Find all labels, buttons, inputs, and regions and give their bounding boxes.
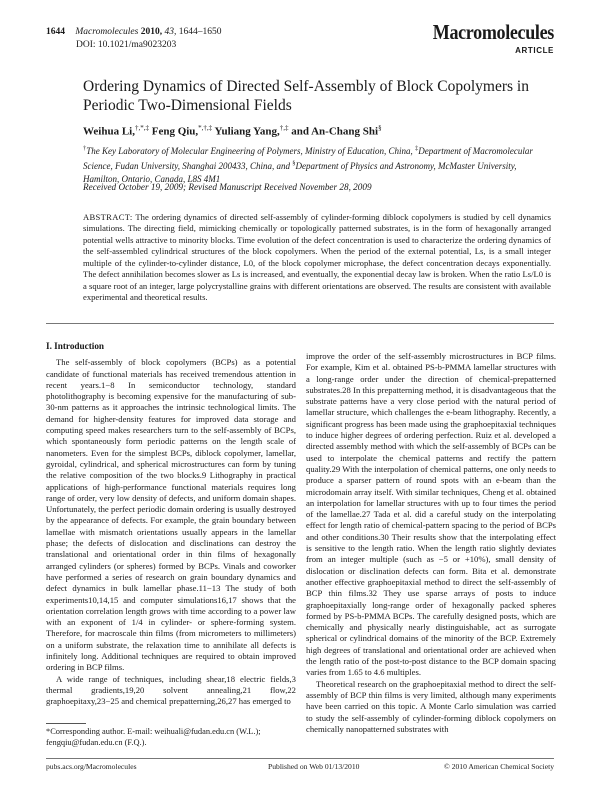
affiliations	[83, 143, 553, 185]
journal-logo: Macromolecules	[432, 20, 554, 44]
left-column	[46, 341, 296, 708]
author-marks: §	[378, 124, 382, 132]
section-heading: I. Introduction	[46, 341, 105, 351]
doi[interactable]: DOI: 10.1021/ma9023203	[76, 40, 177, 50]
abstract-label: ABSTRACT:	[83, 212, 133, 222]
publication-date: Published on Web 01/13/2010	[268, 762, 360, 771]
journal-url[interactable]: pubs.acs.org/Macromolecules	[46, 762, 137, 771]
author-marks: †,‡	[279, 124, 289, 132]
affiliation-text: Department of Macromolecular Science, Fudan University, Shanghai 200433, China, and	[83, 146, 533, 171]
article-title: Ordering Dynamics of Directed Self-Assembly of Block Copolymers in Periodic Two-Dimensional Fields	[83, 78, 529, 114]
author-name: Feng Qiu,	[151, 125, 199, 138]
abstract-divider	[46, 323, 554, 324]
affiliation-mark: †	[83, 145, 87, 152]
author-marks: †,*,‡	[134, 124, 149, 132]
paragraph: A wide range of techniques, including shear,18 electric fields,3 thermal gradients,19,20 solvent annealing,21 flow,22 graphoepitaxy,23−25 and chemical prepatterning,26,27 has emerged to	[46, 673, 296, 707]
copyright: © 2010 American Chemical Society	[444, 762, 554, 771]
corresponding-author-footnote: *Corresponding author. E-mail: weihuali@fudan.edu.cn (W.L.); fengqiu@fudan.edu.cn (F.Q.).	[46, 727, 261, 747]
article-type: ARTICLE	[515, 46, 554, 55]
author-list	[83, 124, 553, 138]
paragraph: Theoretical research on the graphoepitaxial method to direct the self-assembly of BCP thin films is very limited, although many experiments have been carried on this topic. A Monte Carlo simulation was carried to study the self-assembly of cylinder-forming diblock copolymers on chemically nanopatterned substrates with	[306, 678, 556, 734]
affiliation-mark: ‡	[414, 145, 419, 152]
right-column	[306, 351, 556, 735]
footer-divider	[46, 758, 554, 759]
submission-dates: Received October 19, 2009; Revised Manuscript Received November 28, 2009	[83, 182, 372, 192]
journal-pages: 1644–1650	[178, 27, 222, 37]
author-name: and An-Chang Shi	[291, 125, 379, 138]
author-name: Weihua Li,	[83, 125, 135, 138]
running-header	[46, 27, 221, 37]
author-marks: *,†,‡	[198, 124, 213, 132]
abstract-text: The ordering dynamics of directed self-assembly of cylinder-forming diblock copolymers is studied by cell dynamics simulations. The directing field, mimicking chemically or topologically patterned substrates, is in the form of hexagonally arranged potential wells attractive to minority blocks. Time evolution of the defect concentration is used to characterize the ordering dynamics of the self-assembled cylindrical structures of the block copolymers. When the period of the external potential, Ls, is a small integer multiple of the cylinder-to-cylinder distance, L0, of the block copolymer microphase, the defect concentration decays exponentially. The defect annihilation becomes slower as Ls is increased, and eventually, the exponential decay law is broken. When the ratio Ls/L0 is a square root of an integer, large polycrystalline grains with different orientations are observed. The results are consistent with available experimental and theoretical results.	[83, 212, 551, 303]
journal-name: Macromolecules	[75, 27, 139, 37]
journal-brand	[413, 21, 554, 55]
affiliation-text: The Key Laboratory of Molecular Engineering of Polymers, Ministry of Education, China,	[86, 146, 415, 156]
footnote-divider	[46, 723, 86, 724]
affiliation-text: Department of Physics and Astronomy, McMaster University, Hamilton, Ontario, Canada, L8S 4M1	[83, 160, 517, 184]
paragraph: improve the order of the self-assembly microstructures in BCP films. For example, Kim et al. obtained PS-b-PMMA lamellar structures with a long-range order under the direction of chemical-prepatterned substrates.28 In this prepatterning method, it is disadvantageous that the substrate patterns have a very close period with the natural period of lamellar structure, which challenges the e-beam lithography. Recently, a significant progress has been made using the graphoepitaxial techniques to induce higher degrees of ordering perfection. Ruiz et al. developed a directed assembly method with which the self-assembly of BCPs can be used to interpolate the chemical patterns and rectify the pattern quality.29 With the interpolation of chemical patterns, one only needs to produce a sparser pattern of round spots with an e-beam than the microdomain array itself. With similar techniques, Cheng et al. obtained an interpolation for lamellar structures with up to four times the period of the lamellae.27 Tada et al. did a careful study on the interpolating effect for length ratio of chemical-pattern spacing to the period of BCPs and other conditions.30 Their results show that the interpolating effect is sensitive to the length ratio. When the length ratio slightly deviates from an integer multiple (such as −5 or +10%), small density of dislocation or disclination defects can form. Bita et al. demonstrate another effective graphoepitaxial method to direct the self-assembly of BCP thin films.32 They use sparse arrays of posts to induce graphoepitaxially long-range order of hexagonally packed spheres formed by PS-b-PMMA BCPs. The carefully designed posts, which are chemically and physically nearly distinguishable, act as surrogate spherical or cylindrical domains of the minority of the BCP. Extremely high degrees of translational and orientational order are achieved when the length ratio of the post-to-post distance to the BCP domain spacing varies from 1.65 to 4.6 multiples.	[306, 351, 556, 678]
page-number: 1644	[46, 27, 65, 37]
journal-volume: 43,	[164, 27, 177, 37]
journal-year: 2010,	[140, 27, 163, 37]
paragraph: The self-assembly of block copolymers (BCPs) as a potential candidate of functional materials has received tremendous attention in recent years.1−8 In semiconductor technology, standard photolithography is becoming expensive for the manufacturing of sub-30-nm patterns as it approaches the intrinsic technological limits. The demand for higher-density features for improved data storage and computing speed makes researchers turn to the self-assembly of BCPs, which spontaneously form periodic patterns on the length scale of nanometers. Even for the simplest BCPs, diblock copolymer, lamellar, gyroidal, cylindrical, and spherical microstructures can form by tuning the relative composition of the two blocks.9 Lithography in practical applications of high-performance functional materials requires long range of order, very low density of defects, and uniform domain shapes. Unfortunately, the perfect periodic domain ordering is usually destroyed by the appearance of defects. For example, the grain boundary between lamellae with mismatch orientations usually appears in the lamellar phase; the defects of dislocation and disclinations can destroy the translational and orientational order in thin films of hexagonally arranged cylinders (or spheres) formed by BCPs. Vinals and coworker have performed a series of research on grain boundary dynamics and defect dynamics in bulk lamellar phase.11−13 The study of both experiments10,14,15 and computer simulations16,17 shows that the orientation correlation length grows with time according to a power law with an exponent of 1/4 in cylinder- or sphere-forming system. Therefore, for macroscale thin films (from micrometers to millimeters) on a uniform substrate, the relaxation time to annihilate all defects is infinitely long. Additional techniques are required to obtain improved ordering in BCP films.	[46, 357, 296, 673]
affiliation-mark: §	[292, 159, 296, 167]
abstract	[83, 212, 551, 304]
author-name: Yuliang Yang,	[214, 125, 280, 138]
